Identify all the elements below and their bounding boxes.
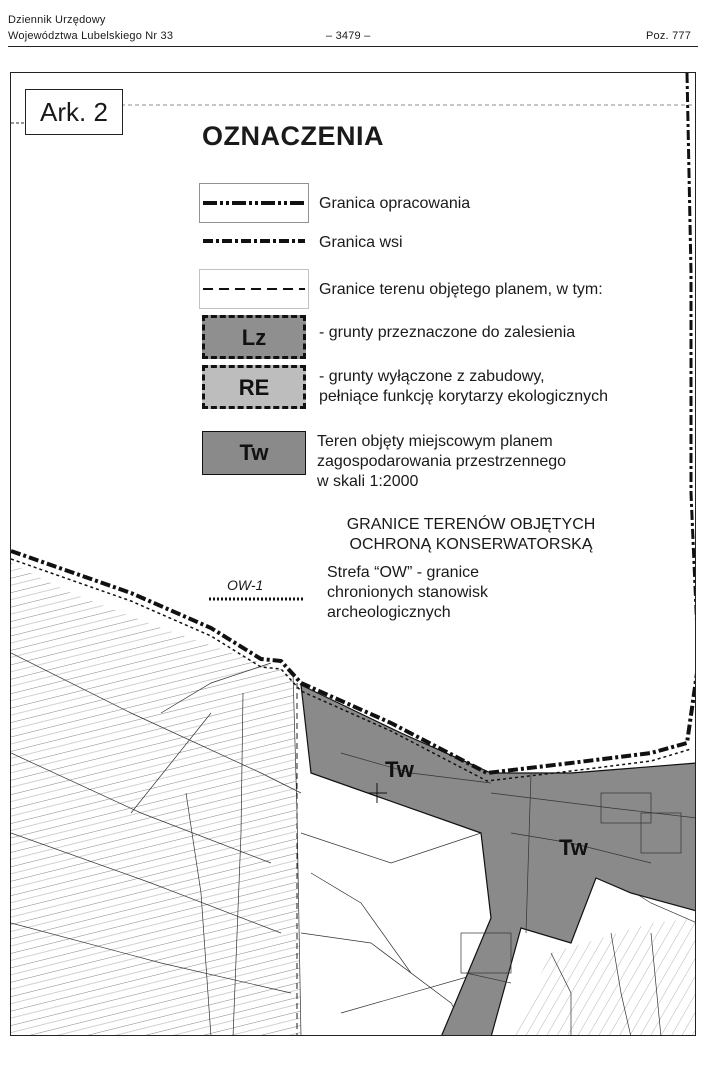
tw-legend-label: Tw xyxy=(239,440,269,465)
legend-text-study-boundary: Granica opracowania xyxy=(319,195,471,212)
legend-text-ow: Strefa “OW” - granice chronionych stanowisk archeologicznych xyxy=(327,564,488,621)
legend-title: OZNACZENIA xyxy=(202,121,384,151)
re-swatch xyxy=(202,365,306,409)
page-number: – 3479 – xyxy=(326,30,371,42)
legend-text-tw: Teren objęty miejscowym planem zagospodarowania przestrzennego w skali 1:2000 xyxy=(317,433,567,490)
map-label-tw-2: Tw xyxy=(559,835,588,860)
lz-label: Lz xyxy=(241,325,267,350)
field-strips xyxy=(11,563,301,1036)
lz-swatch xyxy=(202,315,306,359)
plan-boundary-symbol xyxy=(199,269,309,309)
study-boundary-symbol xyxy=(199,183,309,223)
ow-line-symbol xyxy=(207,593,307,605)
ow-symbol-label: OW-1 xyxy=(227,577,264,593)
map-label-tw-1: Tw xyxy=(385,757,414,782)
village-boundary-symbol xyxy=(199,233,309,249)
field-strips-right xyxy=(511,918,696,1036)
sheet-label: Ark. 2 xyxy=(25,89,123,135)
legend-text-lz: - grunty przeznaczone do zalesienia xyxy=(319,324,576,341)
conservation-heading: GRANICE TERENÓW OBJĘTYCH OCHRONĄ KONSERWATORSKĄ xyxy=(346,516,596,553)
legend-text-village-boundary: Granica wsi xyxy=(319,234,403,251)
header-rule xyxy=(8,46,698,47)
legend-text-plan-boundary: Granice terenu objętego planem, w tym: xyxy=(319,281,603,298)
journal-subtitle: Województwa Lubelskiego Nr 33 xyxy=(8,30,174,42)
re-label: RE xyxy=(238,375,270,400)
position-number: Poz. 777 xyxy=(646,30,692,42)
map-frame xyxy=(10,72,696,1036)
legend-text-re: - grunty wyłączone z zabudowy, pełniące funkcję korytarzy ekologicznych xyxy=(319,368,609,405)
tw-swatch xyxy=(202,431,306,475)
journal-title: Dziennik Urzędowy xyxy=(8,14,106,26)
